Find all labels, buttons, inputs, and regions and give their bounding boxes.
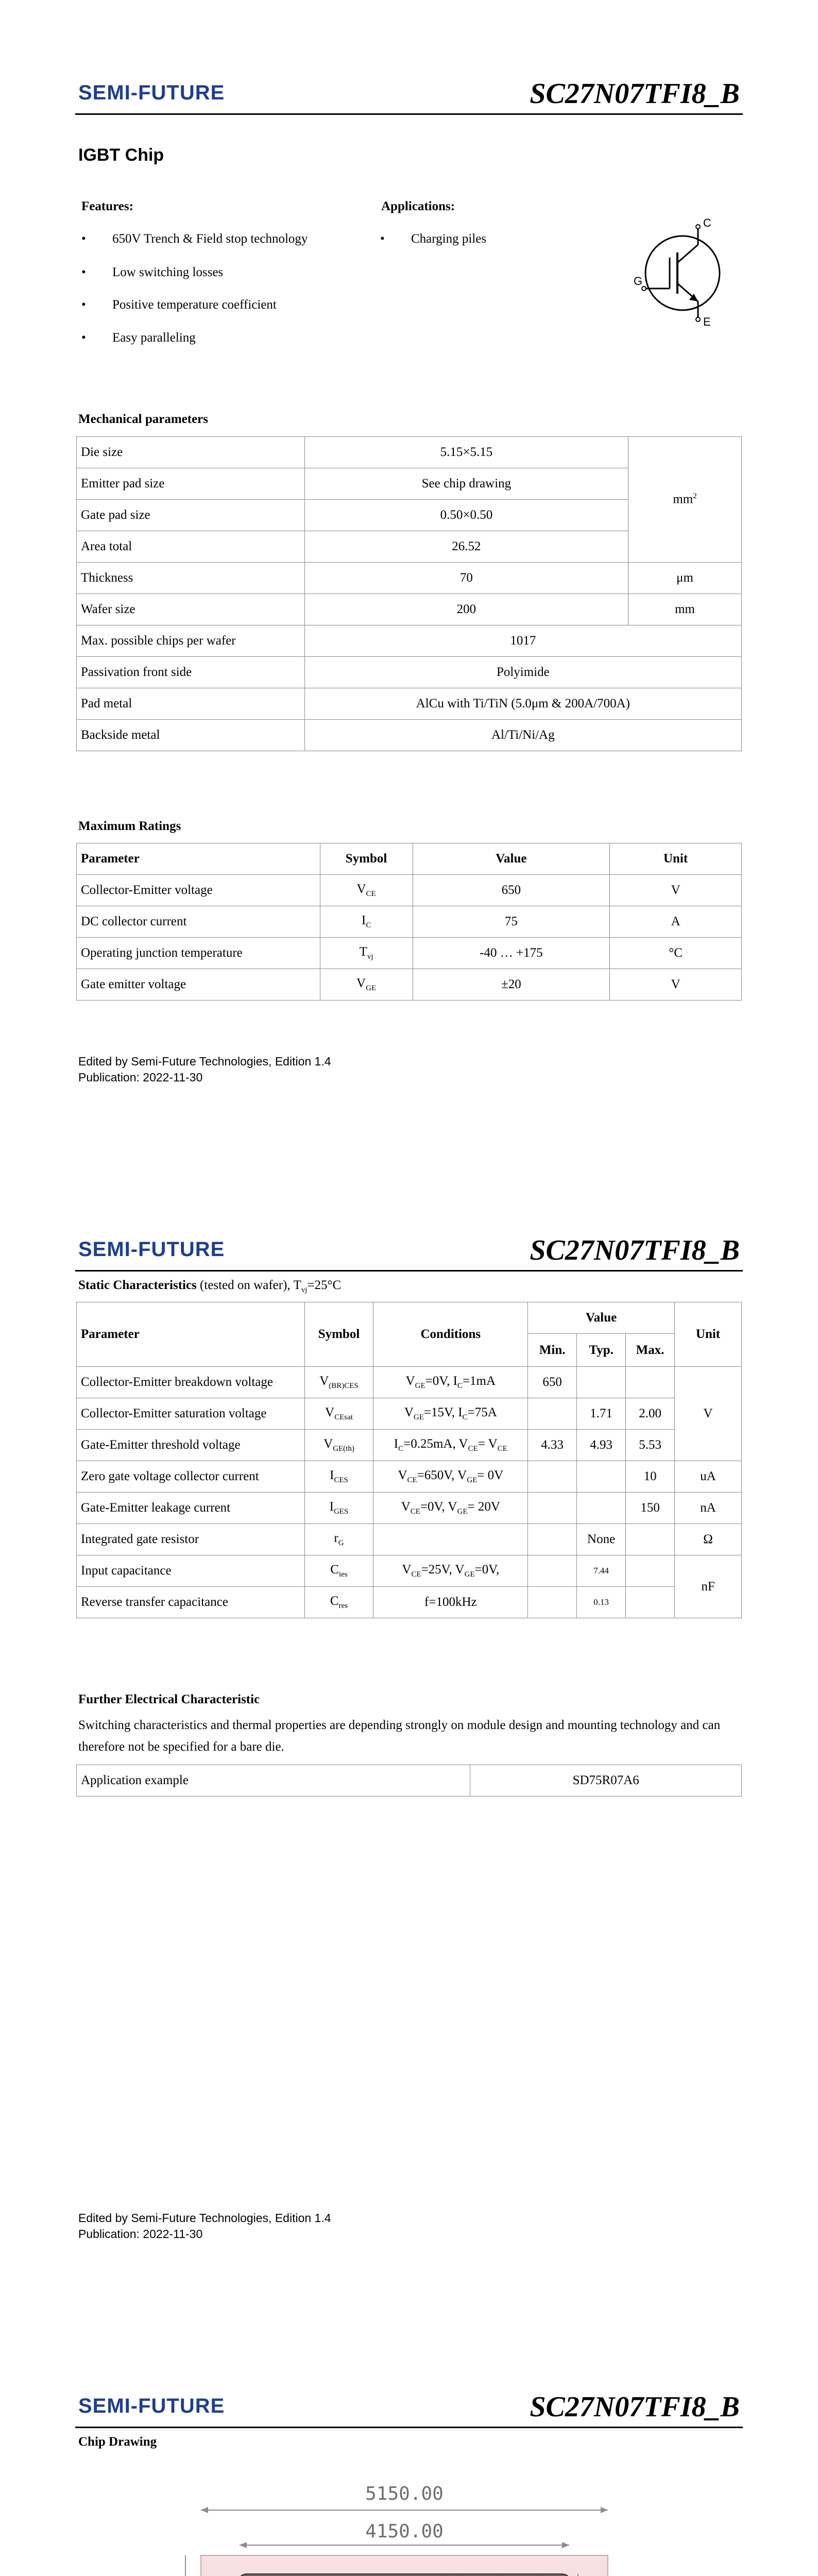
col-header-min: Min.: [528, 1334, 577, 1367]
static-heading: Static Characteristics (tested on wafer), $T_{vj}=25^\circ C$: [78, 1278, 342, 1294]
static-conditions: $V_{CE}=0V$, $V_{GE}= 20V$: [373, 1493, 528, 1524]
static-typ: [577, 1367, 626, 1398]
mech-value: 0.50×0.50: [304, 500, 628, 531]
static-param: Reverse transfer capacitance: [77, 1587, 305, 1618]
static-max: [626, 1367, 675, 1398]
mechanical-table: [76, 436, 742, 751]
rating-unit: V: [610, 875, 742, 906]
col-header-unit: Unit: [610, 843, 742, 875]
mech-unit: μm: [628, 563, 742, 594]
mech-value: 1017: [304, 625, 741, 657]
static-max: 2.00: [626, 1398, 675, 1430]
header-logo: SEMI-FUTURE: [78, 2395, 225, 2417]
rating-param: Operating junction temperature: [77, 938, 320, 969]
static-unit: nF: [675, 1555, 742, 1618]
further-heading: Further Electrical Characteristic: [78, 1692, 260, 1706]
mech-value: AlCu with Ti/TiN (5.0μm & 200A/700A): [304, 688, 741, 720]
static-param: Input capacitance: [77, 1555, 305, 1587]
mech-label: Backside metal: [77, 720, 305, 751]
header-rule: [75, 2427, 743, 2428]
table-row: [77, 1398, 742, 1430]
rating-symbol: $V_{CE}$: [320, 875, 413, 906]
static-min: [528, 1524, 577, 1555]
mech-label: Thickness: [77, 563, 305, 594]
dimension-inner-width: [240, 2521, 569, 2548]
static-param: Integrated gate resistor: [77, 1524, 305, 1555]
static-min: [528, 1555, 577, 1587]
rating-unit: A: [610, 906, 742, 938]
table-row: [77, 1461, 742, 1493]
page-3: [0, 2313, 818, 2576]
symbol-label-g: G: [634, 275, 643, 287]
rating-param: Collector-Emitter voltage: [77, 875, 320, 906]
mech-label: Max. possible chips per wafer: [77, 625, 305, 657]
table-row: [77, 563, 742, 594]
header-part-number: SC27N07TFI8_B: [530, 1234, 740, 1266]
mech-value: See chip drawing: [304, 468, 628, 500]
static-symbol: $V_{GE(th)}$: [304, 1430, 373, 1461]
static-conditions: $V_{GE}=0V$, $I_C=1mA$: [373, 1367, 528, 1398]
static-param: Gate-Emitter threshold voltage: [77, 1430, 305, 1461]
rating-param: Gate emitter voltage: [77, 969, 320, 1001]
static-typ: [577, 1493, 626, 1524]
table-row: [77, 1430, 742, 1461]
mech-value: Al/Ti/Ni/Ag: [304, 720, 741, 751]
page-2: [0, 1157, 818, 2313]
static-max: [626, 1524, 675, 1555]
col-header-unit: Unit: [675, 1302, 742, 1367]
header-part-number: SC27N07TFI8_B: [530, 78, 740, 110]
static-max: [626, 1587, 675, 1618]
static-unit: Ω: [675, 1524, 742, 1555]
table-header-row: [77, 843, 742, 875]
table-row: [77, 625, 742, 657]
rating-symbol: $I_C$: [320, 906, 413, 938]
table-row: [77, 1587, 742, 1618]
static-typ: None: [577, 1524, 626, 1555]
table-row: [77, 594, 742, 625]
static-min: [528, 1587, 577, 1618]
static-param: Collector-Emitter breakdown voltage: [77, 1367, 305, 1398]
static-symbol: $V_{(BR)CES}$: [304, 1367, 373, 1398]
mech-label: Die size: [77, 437, 305, 468]
page-1: [0, 0, 818, 1157]
static-conditions: [373, 1524, 528, 1555]
feature-item: • 650V Trench & Field stop technology: [112, 232, 308, 246]
applications-heading: Applications:: [381, 199, 455, 213]
rating-value: 75: [413, 906, 610, 938]
page-title: IGBT Chip: [78, 145, 164, 165]
app-value: SD75R07A6: [470, 1765, 742, 1797]
static-typ: [577, 1461, 626, 1493]
static-min: 4.33: [528, 1430, 577, 1461]
table-row: [77, 906, 742, 938]
static-symbol: $r_G$: [304, 1524, 373, 1555]
static-conditions: $V_{CE}=650V$, $V_{GE}= 0V$: [373, 1461, 528, 1493]
header-rule: [75, 113, 743, 115]
rating-symbol: $V_{GE}$: [320, 969, 413, 1001]
rating-symbol: $T_{vj}$: [320, 938, 413, 969]
feature-item: • Low switching losses: [112, 265, 223, 280]
static-param: Gate-Emitter leakage current: [77, 1493, 305, 1524]
static-symbol: $C_{ies}$: [304, 1555, 373, 1587]
col-header-symbol: Symbol: [320, 843, 413, 875]
col-header-parameter: Parameter: [77, 1302, 305, 1367]
static-max: 10: [626, 1461, 675, 1493]
mech-value: Polyimide: [304, 657, 741, 688]
static-symbol: $I_{GES}$: [304, 1493, 373, 1524]
rating-unit: V: [610, 969, 742, 1001]
mech-unit-mm2: $mm^2$: [628, 437, 742, 563]
chip-drawing: [144, 2473, 639, 2576]
igbt-symbol-icon: [628, 211, 731, 335]
rating-value: -40 … +175: [413, 938, 610, 969]
rating-param: DC collector current: [77, 906, 320, 938]
dim-inner-width-label: 4150.00: [365, 2521, 444, 2542]
table-row: [77, 1524, 742, 1555]
static-min: [528, 1398, 577, 1430]
mech-label: Pad metal: [77, 688, 305, 720]
static-conditions: $V_{GE}=15V$, $I_C=75A$: [373, 1398, 528, 1430]
static-conditions: $V_{CE}=25V$, $V_{GE}=0V$,: [373, 1555, 528, 1587]
static-unit: nA: [675, 1493, 742, 1524]
table-row: [77, 657, 742, 688]
table-row: [77, 688, 742, 720]
footer-edition: Edited by Semi-Future Technologies, Edition 1.4: [78, 1055, 331, 1068]
mech-value: 5.15×5.15: [304, 437, 628, 468]
col-header-symbol: Symbol: [304, 1302, 373, 1367]
further-text: Switching characteristics and thermal properties are depending strongly on module design and mounting technology and can therefore not be specified for a bare die.: [78, 1718, 721, 1754]
footer-edition: Edited by Semi-Future Technologies, Edition 1.4: [78, 2211, 331, 2225]
static-param: Zero gate voltage collector current: [77, 1461, 305, 1493]
table-row: [77, 875, 742, 906]
static-min: [528, 1493, 577, 1524]
features-heading: Features:: [81, 199, 133, 213]
footer-publication: Publication: 2022-11-30: [78, 2227, 203, 2241]
static-unit: V: [675, 1367, 742, 1461]
mech-label: Passivation front side: [77, 657, 305, 688]
table-row: [77, 437, 742, 468]
static-min: [528, 1461, 577, 1493]
table-row: [77, 969, 742, 1001]
static-typ: 0.13: [577, 1587, 626, 1618]
ratings-heading: Maximum Ratings: [78, 819, 181, 833]
mech-label: Emitter pad size: [77, 468, 305, 500]
mech-value: 26.52: [304, 531, 628, 563]
static-max: 5.53: [626, 1430, 675, 1461]
app-label: Application example: [77, 1765, 470, 1797]
header-logo: SEMI-FUTURE: [78, 81, 225, 104]
application-table: [76, 1765, 742, 1797]
static-conditions: $I_C=0.25mA$, $V_{CE}= V_{CE}$: [373, 1430, 528, 1461]
static-table: [76, 1302, 742, 1618]
static-max: [626, 1555, 675, 1587]
col-header-parameter: Parameter: [77, 843, 320, 875]
mech-unit: mm: [628, 594, 742, 625]
feature-item: • Positive temperature coefficient: [112, 298, 277, 312]
table-row: [77, 1367, 742, 1398]
mech-value: 200: [304, 594, 628, 625]
header-logo: SEMI-FUTURE: [78, 1238, 225, 1261]
static-conditions: f=100kHz: [373, 1587, 528, 1618]
col-header-conditions: Conditions: [373, 1302, 528, 1367]
static-typ: 1.71: [577, 1398, 626, 1430]
emitter-pad: [239, 2574, 570, 2576]
feature-item: • Easy paralleling: [112, 331, 196, 345]
header-rule: [75, 1270, 743, 1272]
rating-value: 650: [413, 875, 610, 906]
col-header-value: Value: [413, 843, 610, 875]
symbol-label-c: C: [703, 216, 711, 229]
static-min: 650: [528, 1367, 577, 1398]
col-header-max: Max.: [626, 1334, 675, 1367]
table-header-row: [77, 1302, 742, 1334]
footer: [78, 1054, 331, 1086]
symbol-label-e: E: [703, 315, 711, 328]
static-max: 150: [626, 1493, 675, 1524]
table-row: [77, 1555, 742, 1587]
chip-outline: [201, 2555, 608, 2576]
static-symbol: $C_{res}$: [304, 1587, 373, 1618]
static-symbol: $V_{CEsat}$: [304, 1398, 373, 1430]
static-unit: uA: [675, 1461, 742, 1493]
table-row: [77, 1765, 742, 1797]
header-part-number: SC27N07TFI8_B: [530, 2391, 740, 2423]
static-param: Collector-Emitter saturation voltage: [77, 1398, 305, 1430]
table-row: [77, 720, 742, 751]
mech-label: Wafer size: [77, 594, 305, 625]
mech-value: 70: [304, 563, 628, 594]
mech-label: Area total: [77, 531, 305, 563]
mechanical-heading: Mechanical parameters: [78, 412, 209, 426]
table-row: [77, 938, 742, 969]
rating-unit: °C: [610, 938, 742, 969]
col-header-typ: Typ.: [577, 1334, 626, 1367]
rating-value: ±20: [413, 969, 610, 1001]
table-row: [77, 1493, 742, 1524]
static-symbol: $I_{CES}$: [304, 1461, 373, 1493]
footer: [78, 2210, 331, 2242]
application-item: • Charging piles: [411, 232, 486, 246]
col-header-value: Value: [528, 1302, 675, 1334]
ratings-table: [76, 843, 742, 1001]
static-typ: 4.93: [577, 1430, 626, 1461]
dimension-outer-height: [159, 2555, 185, 2576]
dim-outer-width-label: 5150.00: [365, 2483, 444, 2504]
chip-drawing-heading: Chip Drawing: [78, 2435, 157, 2449]
mech-label: Gate pad size: [77, 500, 305, 531]
dimension-outer-width: [201, 2483, 608, 2513]
footer-publication: Publication: 2022-11-30: [78, 1071, 203, 1084]
static-typ: 7.44: [577, 1555, 626, 1587]
